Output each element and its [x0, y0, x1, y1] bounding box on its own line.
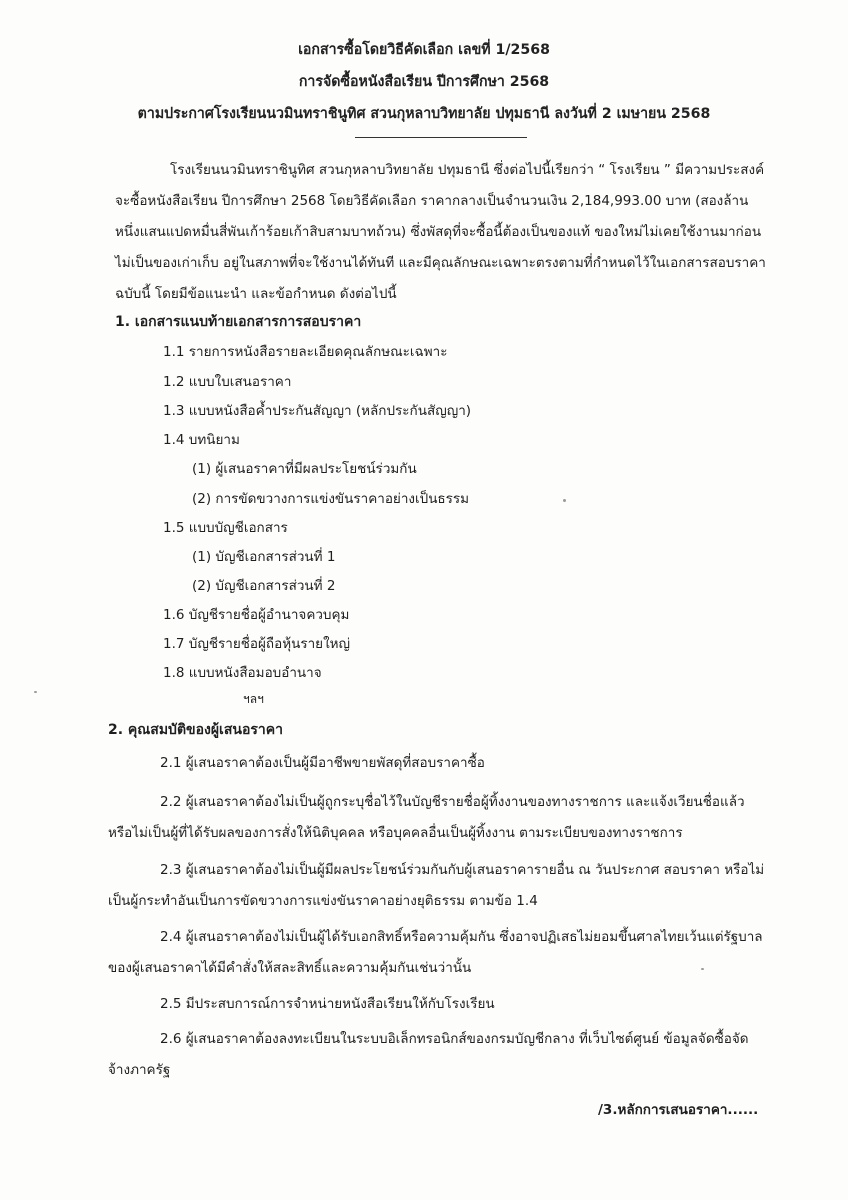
intro-line-1: โรงเรียนนวมินทราชินูทิศ สวนกุหลาบวิทยาลัย ปทุมธานี ซึ่งต่อไปนี้เรียกว่า “ โรงเรียน ” มีความประสงค์: [170, 162, 765, 178]
section-2-heading: 2. คุณสมบัติของผู้เสนอราคา: [108, 722, 283, 738]
title-underline: [355, 137, 527, 138]
item-1-4-sub-1: (1) ผู้เสนอราคาที่มีผลประโยชน์ร่วมกัน: [192, 461, 417, 477]
item-2-6: 2.6 ผู้เสนอราคาต้องลงทะเบียนในระบบอิเล็กทรอนิกส์ของกรมบัญชีกลาง ที่เว็บไซต์ศูนย์ ข้อมูลจัดซื้อจัด: [160, 1031, 749, 1047]
scan-speck: [34, 691, 37, 693]
item-1-2: 1.2 แบบใบเสนอราคา: [163, 374, 292, 390]
continued-marker: /3.หลักการเสนอราคา......: [598, 1102, 759, 1118]
intro-line-4: ไม่เป็นของเก่าเก็บ อยู่ในสภาพที่จะใช้งานได้ทันที และมีคุณลักษณะเฉพาะตรงตามที่กำหนดไว้ในเอกสารสอบราคา: [115, 255, 766, 271]
item-2-5: 2.5 มีประสบการณ์การจำหน่ายหนังสือเรียนให้กับโรงเรียน: [160, 996, 495, 1012]
doc-title-line-3: ตามประกาศโรงเรียนนวมินทราชินูทิศ สวนกุหลาบวิทยาลัย ปทุมธานี ลงวันที่ 2 เมษายน 2568: [137, 106, 711, 122]
doc-title-line-2: การจัดซื้อหนังสือเรียน ปีการศึกษา 2568: [298, 74, 550, 90]
item-1-5-sub-2: (2) บัญชีเอกสารส่วนที่ 2: [192, 578, 336, 594]
item-2-2-cont: หรือไม่เป็นผู้ที่ได้รับผลของการสั่งให้นิติบุคคล หรือบุคคลอื่นเป็นผู้ทิ้งงาน ตามระเบียบของทางราชการ: [108, 825, 683, 841]
item-1-3: 1.3 แบบหนังสือค้ำประกันสัญญา (หลักประกันสัญญา): [163, 403, 472, 419]
item-1-1: 1.1 รายการหนังสือรายละเอียดคุณลักษณะเฉพาะ: [163, 344, 448, 360]
item-1-4-sub-2: (2) การขัดขวางการแข่งขันราคาอย่างเป็นธรรม: [192, 491, 470, 507]
scan-speck: [563, 499, 566, 502]
item-2-3: 2.3 ผู้เสนอราคาต้องไม่เป็นผู้มีผลประโยชน์ร่วมกันกับผู้เสนอราคารายอื่น ณ วันประกาศ สอบราคา หรือไม่: [160, 862, 765, 878]
item-1-6: 1.6 บัญชีรายชื่อผู้อำนาจควบคุม: [163, 607, 350, 623]
item-2-2: 2.2 ผู้เสนอราคาต้องไม่เป็นผู้ถูกระบุชื่อไว้ในบัญชีรายชื่อผู้ทิ้งงานของทางราชการ และแจ้งเวียนชื่อแล้ว: [160, 794, 745, 810]
item-1-5: 1.5 แบบบัญชีเอกสาร: [163, 520, 288, 536]
item-1-7: 1.7 บัญชีรายชื่อผู้ถือหุ้นรายใหญ่: [163, 636, 351, 652]
item-2-6-cont: จ้างภาครัฐ: [108, 1062, 171, 1078]
intro-line-2: จะซื้อหนังสือเรียน ปีการศึกษา 2568 โดยวิธีคัดเลือก ราคากลางเป็นจำนวนเงิน 2,184,993.00 บาท (สองล้าน: [115, 193, 749, 209]
item-2-3-cont: เป็นผู้กระทำอันเป็นการขัดขวางการแข่งขันราคาอย่างยุติธรรม ตามข้อ 1.4: [108, 893, 538, 909]
item-2-4: 2.4 ผู้เสนอราคาต้องไม่เป็นผู้ได้รับเอกสิทธิ์หรือความคุ้มกัน ซึ่งอาจปฏิเสธไม่ยอมขึ้นศาลไทยเว้นแต่รัฐบาล: [160, 929, 763, 945]
scan-speck: [701, 968, 704, 970]
etc-mark: ฯลฯ: [243, 692, 264, 706]
section-1-heading: 1. เอกสารแนบท้ายเอกสารการสอบราคา: [115, 314, 362, 330]
item-1-8: 1.8 แบบหนังสือมอบอำนาจ: [163, 665, 322, 681]
intro-line-5: ฉบับนี้ โดยมีข้อแนะนำ และข้อกำหนด ดังต่อไปนี้: [115, 286, 397, 302]
item-1-4: 1.4 บทนิยาม: [163, 432, 240, 448]
item-2-4-cont: ของผู้เสนอราคาได้มีคำสั่งให้สละสิทธิ์และความคุ้มกันเช่นว่านั้น: [108, 960, 472, 976]
item-1-5-sub-1: (1) บัญชีเอกสารส่วนที่ 1: [192, 549, 336, 565]
intro-line-3: หนึ่งแสนแปดหมื่นสี่พันเก้าร้อยเก้าสิบสามบาทถ้วน) ซึ่งพัสดุที่จะซื้อนี้ต้องเป็นของแท้ ของใหม่ไม่เคยใช้งานมาก่อน: [115, 224, 762, 240]
doc-title-line-1: เอกสารซื้อโดยวิธีคัดเลือก เลขที่ 1/2568: [298, 42, 550, 58]
item-2-1: 2.1 ผู้เสนอราคาต้องเป็นผู้มีอาชีพขายพัสดุที่สอบราคาซื้อ: [160, 755, 485, 771]
